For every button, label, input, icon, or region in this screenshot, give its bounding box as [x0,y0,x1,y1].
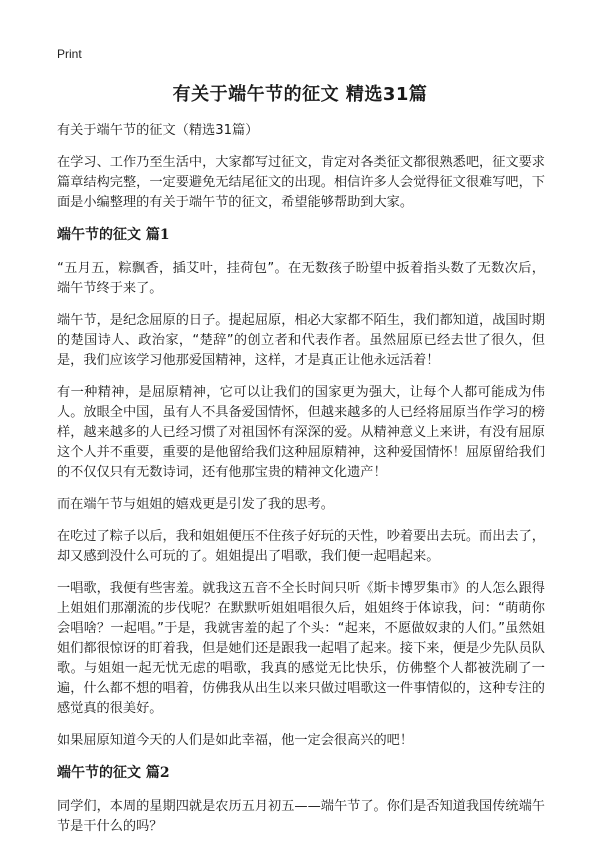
print-link[interactable]: Print [57,47,82,61]
paragraph: 端午节，是纪念屈原的日子。提起屈原，相必大家都不陌生，我们都知道，战国时期的楚国诗人、政治家，“楚辞”的创立者和代表作者。虽然屈原已经去世了很久，但是，我们应该学习他那爱国精神，这样，才是真正让他永远活着！ [57,313,545,368]
article-subtitle: 有关于端午节的征文（精选31篇） [57,123,259,138]
paragraph: 而在端午节与姐姐的嬉戏更是引发了我的思考。 [57,497,334,512]
paragraph: “五月五，粽飘香，插艾叶，挂荷包”。在无数孩子盼望中扳着指头数了无数次后，端午节终于来了。 [57,261,545,296]
paragraph: 一唱歌，我便有些害羞。就我这五音不全长时间只听《斯卡博罗集市》的人怎么跟得上姐姐们那潮流的步伐呢？在默默听姐姐唱很久后，姐姐终于体谅我，问：“萌萌你会唱啥？一起唱。”于是，我就害羞的起了个头：“起来，不愿做奴隶的人们。”虽然姐姐们都很惊讶的盯着我，但是她们还是跟我一起唱了起来。接下来，便是少先队员队歌。与姐姐一起无忧无虑的唱歌，我真的感觉无比快乐，仿佛整个人都被洗刷了一遍，什么都不想的唱着，仿佛我从出生以来只做过唱歌这一件事情似的，这种专注的感觉真的很美好。 [57,581,545,716]
paragraph: 同学们，本周的星期四就是农历五月初五——端午节了。你们是否知道我国传统端午节是干什么的吗？ [57,799,545,834]
paragraph: 如果屈原知道今天的人们是如此幸福，他一定会很高兴的吧！ [57,733,414,748]
paragraph: 在吃过了粽子以后，我和姐姐便压不住孩子好玩的天性，吵着要出去玩。而出去了，却又感到没什么可玩的了。姐姐提出了唱歌，我们便一起唱起来。 [57,529,545,564]
section-heading-2: 端午节的征文 篇2 [57,765,170,781]
intro-paragraph: 在学习、工作乃至生活中，大家都写过征文，肯定对各类征文都很熟悉吧，征文要求篇章结构完整，一定要避免无结尾征文的出现。相信许多人会觉得征文很难写吧，下面是小编整理的有关于端午节的征文，希望能够帮助到大家。 [57,155,545,210]
article-body [57,121,545,849]
page-title: 有关于端午节的征文 精选31篇 [172,84,428,105]
section-heading-1: 端午节的征文 篇1 [57,227,170,243]
paragraph: 有一种精神，是屈原精神，它可以让我们的国家更为强大，让每个人都可能成为伟人。放眼全中国，虽有人不具备爱国情怀，但越来越多的人已经将屈原当作学习的榜样，越来越多的人已经习惯了对祖国怀有深深的爱。从精神意义上来讲，有没有屈原这个人并不重要，重要的是他留给我们这种屈原精神，这种爱国情怀！屈原留给我们的不仅仅只有无数诗词，还有他那宝贵的精神文化遗产！ [57,385,545,480]
